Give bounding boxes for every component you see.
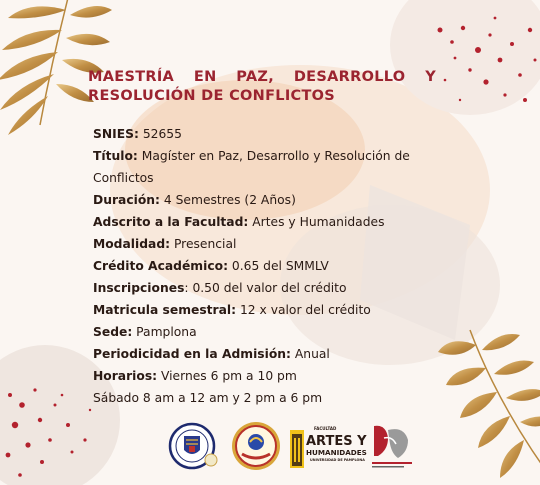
detail-value: Artes y Humanidades [248, 215, 385, 229]
university-seal-logo [168, 420, 218, 472]
logos-row [168, 418, 428, 474]
detail-modalidad [93, 233, 438, 255]
detail-value: Viernes 6 pm a 10 pm [157, 369, 297, 383]
detail-horarios [93, 365, 438, 387]
logo-humanidades-text: HUMANIDADES [306, 448, 367, 457]
detail-value: Sábado 8 am a 12 am y 2 pm a 6 pm [93, 391, 323, 405]
detail-snies [93, 123, 438, 145]
logo-facultad-text: FACULTAD [314, 426, 337, 431]
detail-matricula [93, 299, 438, 321]
detail-label: Sede: [93, 325, 133, 339]
detail-label: Horarios: [93, 369, 158, 383]
detail-value: Anual [290, 347, 330, 361]
detail-value: 0.65 del SMMLV [227, 259, 329, 273]
title-line-2: RESOLUCIÓN DE CONFLICTOS [88, 88, 336, 104]
emblem-logo [230, 420, 282, 472]
detail-duracion [93, 189, 438, 211]
maestria-faces-logo [364, 420, 424, 472]
detail-label: SNIES: [93, 127, 139, 141]
detail-horarios-sabado [93, 387, 438, 409]
detail-label: Inscripciones [93, 281, 185, 295]
artes-humanidades-logo [290, 422, 367, 470]
detail-label: Duración: [93, 193, 160, 207]
detail-label: Título: [93, 149, 138, 163]
logo-universidad-text: UNIVERSIDAD DE PAMPLONA [310, 458, 365, 462]
detail-label: Modalidad: [93, 237, 171, 251]
detail-value: 4 Semestres (2 Años) [159, 193, 296, 207]
detail-label: Matricula semestral: [93, 303, 237, 317]
detail-value: 12 x valor del crédito [236, 303, 371, 317]
detail-titulo [93, 145, 438, 189]
detail-inscripciones [93, 277, 438, 299]
detail-value: 52655 [138, 127, 182, 141]
gold-leaf-bottom-right [438, 330, 540, 485]
detail-facultad [93, 211, 438, 233]
logo-artes-text: ARTES Y [306, 434, 367, 449]
detail-label: Crédito Académico: [93, 259, 228, 273]
page-title [88, 68, 436, 106]
detail-periodicidad [93, 343, 438, 365]
detail-value: Magíster en Paz, Desarrollo y Resolución de Conflictos [93, 149, 410, 185]
program-details [93, 123, 438, 409]
detail-sede [93, 321, 438, 343]
detail-credito [93, 255, 438, 277]
title-line-1: MAESTRÍA EN PAZ, DESARROLLO Y [88, 69, 436, 85]
detail-label: Adscrito a la Facultad: [93, 215, 249, 229]
detail-label: Periodicidad en la Admisión: [93, 347, 291, 361]
detail-value: Presencial [170, 237, 237, 251]
detail-value: Pamplona [132, 325, 197, 339]
detail-value: : 0.50 del valor del crédito [184, 281, 347, 295]
